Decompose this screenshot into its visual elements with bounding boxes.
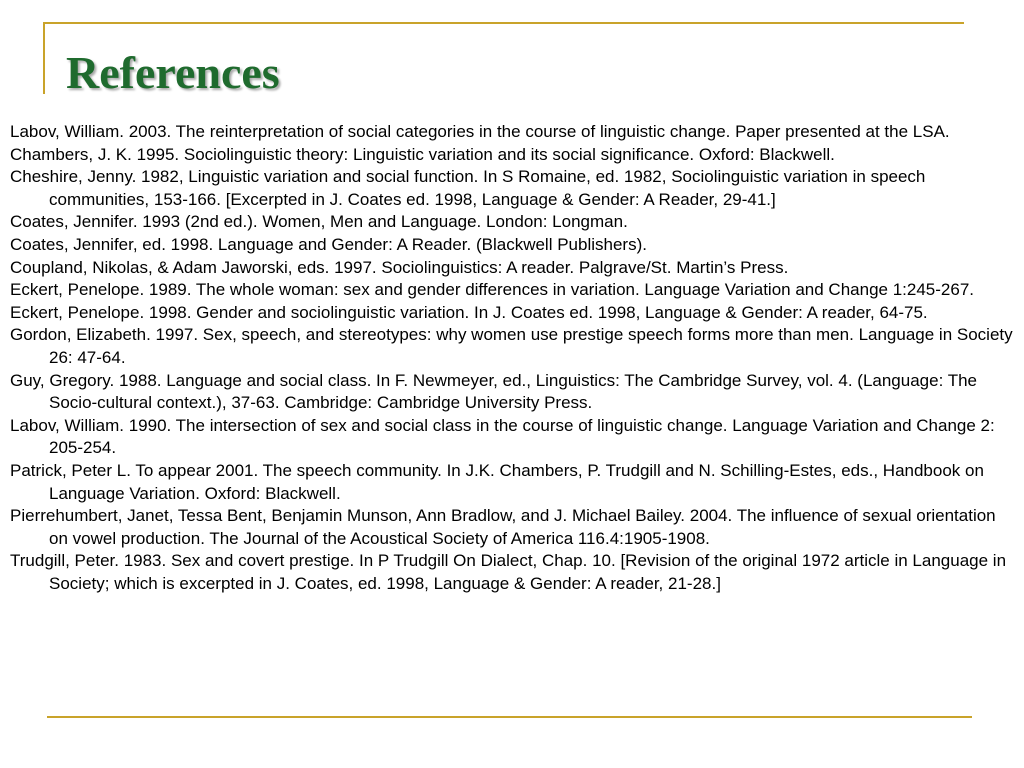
reference-item: Pierrehumbert, Janet, Tessa Bent, Benjamin Munson, Ann Bradlow, and J. Michael Bailey. 2004. The influence of sexual orientation on vowel production. The Journal of the Acoustical Society of America 116.4:1905-1908. xyxy=(10,506,996,548)
slide-title: References xyxy=(66,47,280,98)
reference-item: Patrick, Peter L. To appear 2001. The speech community. In J.K. Chambers, P. Trudgill and N. Schilling-Estes, eds., Handbook on Language Variation. Oxford: Blackwell. xyxy=(10,460,984,503)
reference-item: Labov, William. 2003. The reinterpretation of social categories in the course of linguistic change. Paper presented at the LSA. xyxy=(10,122,950,141)
bottom-border-rule xyxy=(47,716,972,718)
reference-item: Coupland, Nikolas, & Adam Jaworski, eds. 1997. Sociolinguistics: A reader. Palgrave/St. Martin’s Press. xyxy=(10,257,789,277)
reference-item: Labov, William. 1990. The intersection of sex and social class in the course of linguistic change. Language Variation and Change 2: 205-254. xyxy=(10,415,995,458)
reference-item: Coates, Jennifer. 1993 (2nd ed.). Women, Men and Language. London: Longman. xyxy=(10,212,628,232)
reference-item: Guy, Gregory. 1988. Language and social class. In F. Newmeyer, ed., Linguistics: The Cambridge Survey, vol. 4. (Language: The Socio-cultural context.), 37-63. Cambridge: Cambridge University Press. xyxy=(10,370,978,413)
reference-list xyxy=(10,121,1014,595)
reference-item: Gordon, Elizabeth. 1997. Sex, speech, and stereotypes: why women use prestige speech forms more than men. Language in Society 26: 47-64. xyxy=(10,325,1013,367)
reference-item: Eckert, Penelope. 1989. The whole woman: sex and gender differences in variation. Language Variation and Change 1:245-267. xyxy=(10,280,974,300)
reference-item: Trudgill, Peter. 1983. Sex and covert prestige. In P Trudgill On Dialect, Chap. 10. [Revision of the original 1972 article in Language in Society; which is excerpted in J. Coates, ed. 1998, Language & Gender: A reader, 21-28.] xyxy=(10,551,1007,593)
top-border-rule xyxy=(43,22,964,24)
reference-item: Coates, Jennifer, ed. 1998. Language and Gender: A Reader. (Blackwell Publishers). xyxy=(10,234,647,254)
reference-item: Cheshire, Jenny. 1982, Linguistic variation and social function. In S Romaine, ed. 1982, Sociolinguistic variation in speech communities, 153-166. [Excerpted in J. Coates ed. 1998, Language & Gender: A Reader, 29-41.] xyxy=(10,167,926,209)
reference-item: Chambers, J. K. 1995. Sociolinguistic theory: Linguistic variation and its social significance. Oxford: Blackwell. xyxy=(10,144,835,164)
reference-item: Eckert, Penelope. 1998. Gender and sociolinguistic variation. In J. Coates ed. 1998, Language & Gender: A reader, 64-75. xyxy=(10,302,928,322)
left-border-rule xyxy=(43,22,45,94)
